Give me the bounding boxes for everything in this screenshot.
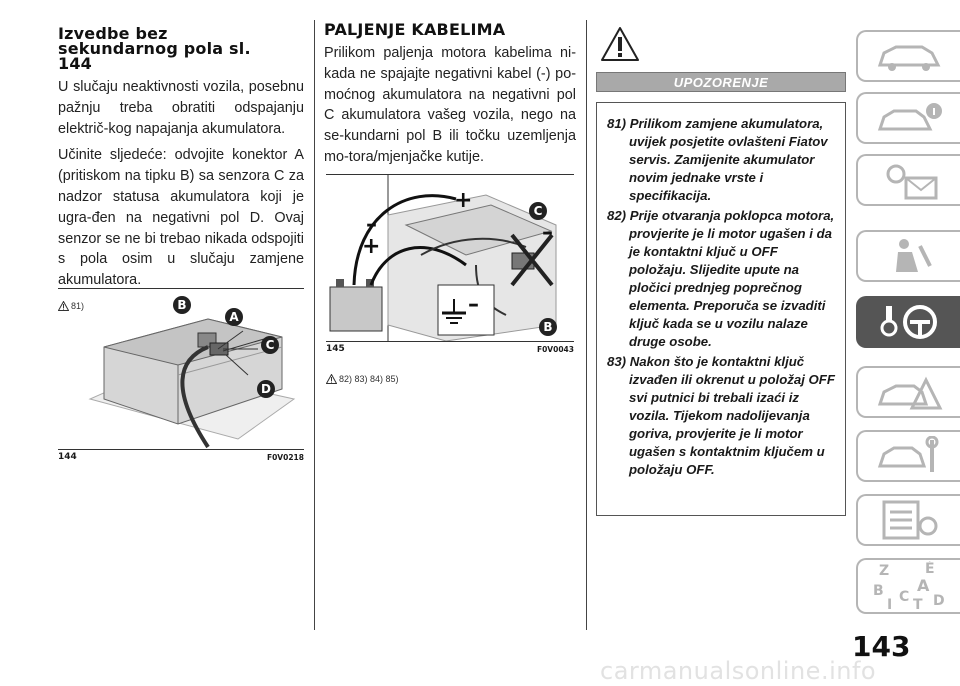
svg-text:B: B: [873, 583, 884, 599]
svg-text:A: A: [917, 576, 930, 595]
figure-144: [58, 288, 304, 462]
tab-dashboard[interactable]: [856, 30, 960, 82]
figure-145: [326, 174, 574, 354]
callout-c: [261, 336, 279, 354]
warning-title: UPOZORENJE: [596, 72, 846, 92]
tab-car-info[interactable]: [856, 92, 960, 144]
callout-a: [225, 308, 243, 326]
technical-data-icon: [874, 498, 944, 542]
figure-code: F0V0218: [266, 453, 304, 462]
section-secondary-pole: [58, 0, 304, 311]
paragraph: U slučaju neaktivnosti vozila, posebnu pažnju treba obratiti odspajanju električ-kog napajanja akumulatora.: [58, 79, 304, 137]
svg-text:C: C: [533, 204, 543, 218]
callout-b: [173, 296, 191, 314]
section-heading: PALJENJE KABELIMA: [324, 20, 506, 39]
tab-maintenance[interactable]: [856, 430, 960, 482]
figure-number: 144: [58, 452, 77, 462]
figure-number: 145: [326, 344, 345, 354]
page-number: 143: [852, 630, 911, 663]
car-maintenance-icon: [874, 436, 944, 476]
tab-technical-data[interactable]: [856, 494, 960, 546]
svg-text:É: É: [925, 561, 935, 577]
svg-text:C: C: [265, 338, 275, 352]
svg-text:I: I: [887, 597, 893, 611]
tab-warning-lights[interactable]: [856, 154, 960, 206]
column-divider-2: [586, 20, 587, 630]
plus-sign: +: [454, 188, 473, 213]
svg-text:C: C: [899, 589, 910, 605]
svg-text:D: D: [261, 382, 271, 396]
tab-emergency[interactable]: [856, 366, 960, 418]
callout-b: [539, 318, 557, 336]
airbag-seat-icon: [874, 236, 944, 276]
paragraph: Učinite sljedeće: odvojite konektor A (pritiskom na tipku B) sa senzora C za nadzor statusa akumulatora koji je ugra-đen na negativni pol D. Ovaj senzor se ne bi trebao nikada odspojiti s pola osim u slučaju zamjene akumulatora.: [58, 147, 304, 289]
callout-d: [257, 380, 275, 398]
tab-starting-driving[interactable]: [856, 296, 960, 348]
warning-box: [596, 102, 846, 516]
warning-triangle-icon: [600, 26, 640, 62]
svg-text:T: T: [913, 597, 923, 611]
car-dashboard-icon: [874, 39, 944, 73]
svg-text:A: A: [229, 310, 239, 324]
paragraph: Prilikom paljenja motora kabelima ni-kada ne spajajte negativni kabel (-) po-moćnog akumulatora na negativni pol C akumulatora vašeg vozila, nego na se-kundarni pol B ili točku uzemljenja mo-tora/mjenjačke kutije.: [324, 45, 576, 165]
car-info-icon: [874, 101, 944, 135]
warning-reference[interactable]: 82) 83) 84) 85): [326, 374, 399, 384]
warning-triangle-icon: [326, 374, 337, 384]
warning-reference[interactable]: 81): [58, 301, 304, 311]
svg-text:Z: Z: [879, 563, 890, 579]
section-jump-start: [324, 0, 576, 168]
minus-sign: –: [542, 220, 553, 245]
key-steering-wheel-icon: [874, 302, 944, 342]
svg-text:B: B: [177, 298, 187, 312]
jump-start-illustration: [326, 175, 574, 341]
warning-lights-icon: [874, 160, 944, 200]
section-heading: Izvedbe bez sekundarnog pola sl. 144: [58, 24, 251, 73]
tab-index[interactable]: [856, 558, 960, 614]
callout-c: [529, 202, 547, 220]
svg-text:B: B: [543, 320, 553, 334]
figure-code: F0V0043: [536, 345, 574, 354]
emergency-triangle-icon: [874, 372, 944, 412]
watermark-url: carmanualsonline.info: [600, 657, 877, 685]
minus-sign: –: [366, 212, 377, 237]
minus-sign: –: [468, 292, 479, 317]
warning-item: 82) Prije otvaranja poklopca motora, provjerite je li motor ugašen i da je kontaktni ključ u OFF položaju. Slijedite upute na pločici prednjeg poprečnog elementa. Preporuča se izvaditi ključ kada se u vozilu nalaze druge osobe.: [607, 208, 835, 349]
alphabetical-index-icon: [869, 561, 949, 611]
tab-safety[interactable]: [856, 230, 960, 282]
svg-text:D: D: [933, 593, 945, 609]
warning-item: 83) Nakon što je kontaktni ključ izvađen ili okrenut u položaj OFF svi putnici bi trebali izaći iz vozila. Tijekom nadolijevanja goriva, provjerite je li motor ugašen s kontaktnim ključem u položaju OFF.: [607, 354, 835, 477]
warning-item: 81) Prilikom zamjene akumulatora, uvijek posjetite ovlašteni Fiatov servis. Zamijenite akumulator novim jednake vrste i specifikacija.: [607, 116, 828, 203]
plus-sign: +: [362, 234, 381, 259]
column-divider-1: [314, 20, 315, 630]
battery-illustration: [58, 289, 304, 449]
